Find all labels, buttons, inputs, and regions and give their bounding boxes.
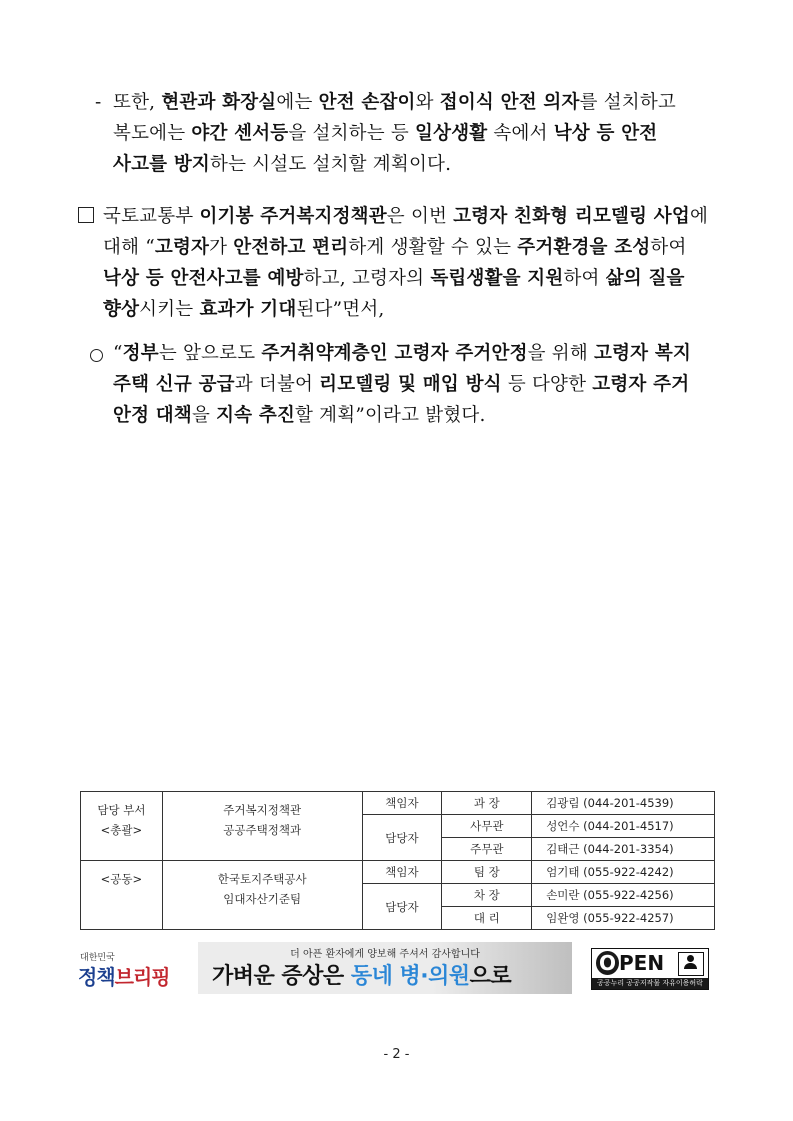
attribution-icon [678,952,704,976]
campaign-banner[interactable] [198,942,572,994]
title-cell: 과 장 [442,792,532,815]
person-cell: 김태근 (044-201-3354) [532,838,715,861]
logo-text: 정책브리핑 [78,965,170,989]
para2-line1: 국토교통부 이기봉 주거복지정책관은 이번 고령자 친화형 리모델링 사업에 [103,206,709,227]
para3-line2: 주택 신규 공급과 더불어 리모델링 및 매입 방식 등 다양한 고령자 주거 [113,374,690,395]
role-cell: 책임자 [362,861,442,884]
para1-line2: 복도에는 야간 센서등을 설치하는 등 일상생활 속에서 낙상 등 안전 [113,123,658,144]
para2-line3: 낙상 등 안전사고를 예방하고, 고령자의 독립생활을 지원하여 삶의 질을 [103,268,685,289]
para3-line1: “정부는 앞으로도 주거취약계층인 고령자 주거안정을 위해 고령자 복지 [113,343,692,364]
title-cell: 대 리 [442,907,532,930]
banner-title: 가벼운 증상은 동네 병·의원으로 [212,964,512,989]
contact-table [80,791,715,930]
para2-line4: 향상시키는 효과가 기대된다”면서, [103,299,385,320]
para1-line1: 또한, 현관과 화장실에는 안전 손잡이와 접이식 안전 의자를 설치하고 [113,92,676,113]
person-cell: 김광림 (044-201-4539) [532,792,715,815]
dept-cell: 담당 부서 <총괄> [81,792,163,861]
open-word: O PEN [596,951,664,975]
person-cell: 성언수 (044-201-4517) [532,815,715,838]
table-row [81,792,715,815]
dept-cell: <공동> [81,861,163,930]
open-license-caption: 공공누리 공공저작물 자유이용허락 [592,978,708,989]
title-cell: 차 장 [442,884,532,907]
person-cell: 손미란 (055-922-4256) [532,884,715,907]
title-cell: 사무관 [442,815,532,838]
checkbox-icon [78,206,94,230]
para2-line2: 대해 “고령자가 안전하고 편리하게 생활할 수 있는 주거환경을 조성하여 [103,237,687,258]
para1-line3: 사고를 방지하는 시설도 설치할 계획이다. [113,154,452,175]
org-cell: 한국토지주택공사 임대자산기준팀 [162,861,362,930]
role-cell: 담당자 [362,815,442,861]
page-number: - 2 - [383,1047,410,1062]
title-cell: 주무관 [442,838,532,861]
role-cell: 담당자 [362,884,442,930]
para3-line3: 안정 대책을 지속 추진할 계획”이라고 밝혔다. [113,405,486,426]
circle-bullet-icon [90,345,103,369]
person-cell: 엄기태 (055-922-4242) [532,861,715,884]
logo-small-text: 대한민국 [80,953,115,963]
table-row [81,861,715,884]
org-cell: 주거복지정책관 공공주택정책과 [162,792,362,861]
person-cell: 임완영 (055-922-4257) [532,907,715,930]
banner-subtitle: 더 아픈 환자에게 양보해 주셔서 감사합니다 [290,949,480,960]
dash-marker: - [95,92,102,113]
policy-briefing-logo[interactable] [78,950,170,988]
role-cell: 책임자 [362,792,442,815]
open-license-logo[interactable] [591,948,709,990]
title-cell: 팀 장 [442,861,532,884]
